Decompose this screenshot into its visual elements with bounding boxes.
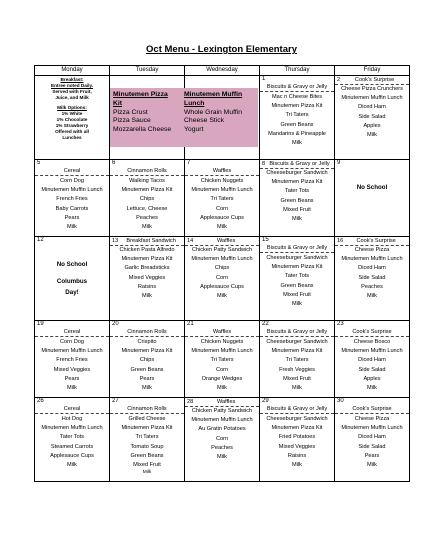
breakfast-item: Breakfast Sandwich <box>126 238 176 244</box>
day-number: 23 <box>337 321 344 327</box>
day-number: 13 <box>112 238 119 244</box>
menu-item: Minutemen Muffin Lunch <box>341 256 403 263</box>
day-cell-21 <box>185 321 260 398</box>
menu-item: Green Beans <box>130 452 164 459</box>
menu-item: Minutemen Pizza Kit <box>121 187 173 194</box>
menu-item: Peaches <box>211 444 233 451</box>
menu-item: Milk <box>292 216 302 223</box>
menu-item: Minutemen Muffin Lunch <box>41 348 103 355</box>
day-number: 28 <box>187 399 194 405</box>
menu-item: Milk <box>367 293 377 300</box>
breakfast-item: Biscuits & Gravy or Jelly <box>260 84 334 93</box>
menu-item: Chicken Nuggets <box>200 178 244 184</box>
menu-item: Minutemen Muffin Lunch <box>341 348 403 355</box>
menu-item: Fried Potatoes <box>278 434 316 441</box>
breakfast-item: Waffles <box>216 238 236 244</box>
muffin-lunch-item: Yogurt <box>184 126 204 134</box>
day-number: 2 <box>337 77 341 83</box>
menu-item: Tri Taters <box>135 434 159 441</box>
menu-item: Mixed Fruit <box>133 462 161 469</box>
menu-item: Mixed Fruit <box>283 375 311 382</box>
menu-item: Minutemen Muffin Lunch <box>191 187 253 194</box>
day-number: 16 <box>337 238 344 244</box>
menu-item: Baby Carrots <box>55 205 89 212</box>
menu-item: Milk <box>367 385 377 392</box>
note-breakfast: Breakfast: <box>60 77 84 82</box>
menu-item: Mixed Veggies <box>278 443 316 450</box>
menu-item: Minutemen Pizza Kit <box>271 264 323 271</box>
menu-item: Applesauce Cups <box>50 452 94 459</box>
muffin-lunch-special <box>184 91 256 135</box>
menu-item: Milk <box>217 293 227 300</box>
breakfast-item: Cereal <box>35 406 109 415</box>
day-cell-23 <box>335 321 410 398</box>
menu-item: Diced Ham <box>358 104 386 111</box>
menu-item: Cheeseburger Sandwich <box>266 170 328 176</box>
breakfast-item: Cinnamon Rolls <box>110 168 184 177</box>
note-line: Served with Fruit, <box>52 89 92 94</box>
menu-item: Milk <box>217 385 227 392</box>
day-cell-26 <box>35 398 110 482</box>
pizza-kit-title: Minutemen Pizza <box>113 91 168 98</box>
day-cell-8 <box>260 160 335 237</box>
menu-item: Tater Tots <box>284 188 310 195</box>
menu-item: Garlic Breadsticks <box>124 265 170 272</box>
menu-item: Diced Ham <box>358 265 386 272</box>
menu-item: Chicken Nuggets <box>200 339 244 345</box>
day-number: 12 <box>37 237 44 243</box>
menu-item: Raisins <box>287 452 307 459</box>
menu-item: Mixed Veggies <box>53 366 91 373</box>
day-cell-1 <box>260 76 335 160</box>
note-milk: 1% Chocolate <box>56 117 88 122</box>
menu-item: Milk <box>142 385 152 392</box>
menu-item: Minutemen Pizza Kit <box>271 348 323 355</box>
menu-item: Milk <box>367 462 377 469</box>
no-school-label: No School <box>56 260 88 268</box>
breakfast-note-cell <box>35 76 110 160</box>
menu-item: Minutemen Muffin Lunch <box>191 417 253 424</box>
day-number: 19 <box>37 321 44 327</box>
menu-item: Fresh Veggies <box>279 366 315 373</box>
day-number: 8 <box>262 161 266 167</box>
day-cell-16 <box>335 237 410 321</box>
day-number: 15 <box>262 237 269 243</box>
day-number: 6 <box>112 160 116 166</box>
breakfast-item: Biscuits & Gravy or Jelly <box>260 245 334 254</box>
day-cell-19 <box>35 321 110 398</box>
menu-item: Milk <box>67 224 77 231</box>
day-number: 30 <box>337 398 344 404</box>
menu-item: Minutemen Pizza Kit <box>271 425 323 432</box>
menu-item: Corn <box>215 435 229 442</box>
breakfast-item: Cereal <box>35 329 109 338</box>
menu-item: Tri Taters <box>285 112 309 119</box>
breakfast-item: Cinnamon Rolls <box>110 329 184 338</box>
day-cell-7 <box>185 160 260 237</box>
day-number: 22 <box>262 321 269 327</box>
day-number: 20 <box>112 321 119 327</box>
menu-item: Minutemen Pizza Kit <box>121 348 173 355</box>
breakfast-item: Cook's Surprise <box>335 329 409 338</box>
day-cell-28 <box>185 398 260 482</box>
menu-item: Tri Taters <box>285 357 309 364</box>
day-cell-29 <box>260 398 335 482</box>
day-number: 9 <box>337 160 341 166</box>
note-line: Juice, and Milk <box>55 95 89 100</box>
breakfast-item: Cinnamon Rolls <box>110 406 184 415</box>
day-cell-13 <box>110 237 185 321</box>
menu-item: Apples <box>363 122 381 129</box>
menu-item: Minutemen Muffin Lunch <box>341 425 403 432</box>
menu-item: Milk <box>67 462 77 469</box>
day-number: 1 <box>262 76 266 82</box>
day-number: 21 <box>187 321 194 327</box>
day-cell-14 <box>185 237 260 321</box>
day-cell-2 <box>335 76 410 160</box>
menu-item: Green Beans <box>130 366 164 373</box>
menu-item: Minutemen Pizza Kit <box>121 256 173 263</box>
menu-item: Corn <box>215 274 229 281</box>
day-header-friday: Friday <box>335 66 410 76</box>
pizza-kit-item: Pizza Sauce <box>113 117 151 125</box>
menu-item: Cheese Pizza Crunchers <box>341 86 403 92</box>
menu-item: Side Salad <box>358 113 386 120</box>
day-number: 7 <box>187 160 191 166</box>
menu-item: Minutemen Muffin Lunch <box>341 95 403 102</box>
menu-item: Chicken Pasta Alfredo <box>119 247 175 253</box>
menu-item: Milk <box>292 140 302 147</box>
menu-item: Tater Tots <box>284 273 310 280</box>
menu-item: Green Beans <box>280 282 314 289</box>
menu-item: Milk <box>217 454 227 461</box>
menu-item: Apples <box>363 375 381 382</box>
specials-box <box>110 88 258 147</box>
menu-item: Mixed Fruit <box>283 291 311 298</box>
menu-item: Cheese Pizza <box>354 247 390 253</box>
menu-item: Corn <box>215 366 229 373</box>
day-number: 14 <box>187 238 194 244</box>
note-milk-header: Milk Options: <box>57 105 87 110</box>
menu-item: Cheese Pizza <box>354 416 390 422</box>
menu-item: Minutemen Muffin Lunch <box>191 348 253 355</box>
note-line: Entree noted Daily. <box>50 83 94 88</box>
day-header-row <box>35 66 410 76</box>
menu-item: Minutemen Pizza Kit <box>121 425 173 432</box>
menu-item: Chips <box>139 357 155 364</box>
day-cell-5 <box>35 160 110 237</box>
menu-item: Milk <box>292 462 302 469</box>
pizza-kit-item: Pizza Crust <box>113 108 148 116</box>
menu-item: Tri Taters <box>210 196 234 203</box>
menu-item: Pears <box>64 375 80 382</box>
note-milk: 1% Strawberry <box>55 123 89 128</box>
day-number: 29 <box>262 398 269 404</box>
day-cell-27 <box>110 398 185 482</box>
note-milk: Lunches <box>62 135 82 140</box>
breakfast-item: Cook's Surprise <box>354 77 395 83</box>
menu-item: Green Beans <box>280 197 314 204</box>
menu-item: Hot Dog <box>61 416 83 422</box>
menu-item: Steamed Carrots <box>50 443 94 450</box>
day-number: 27 <box>112 398 119 404</box>
menu-item: Corn Dog <box>60 178 84 184</box>
menu-item: Minutemen Muffin Lunch <box>41 187 103 194</box>
breakfast-item: Biscuits & Gravy or Jelly <box>260 406 334 415</box>
day-header-thursday: Thursday <box>260 66 335 76</box>
week-row-2 <box>35 160 410 237</box>
day-cell-20 <box>110 321 185 398</box>
pizza-kit-title: Kit <box>113 99 123 107</box>
menu-item: Cheeseburger Sandwich <box>266 416 328 422</box>
day-cell-12 <box>35 237 110 321</box>
menu-item: Cheese Bosco <box>353 339 391 345</box>
menu-item: Minutemen Muffin Lunch <box>41 425 103 432</box>
day-header-monday: Monday <box>35 66 110 76</box>
breakfast-item: Cook's Surprise <box>335 406 409 415</box>
menu-item: Milk <box>292 385 302 392</box>
pizza-kit-special <box>113 91 185 135</box>
menu-item: Mixed Fruit <box>283 206 311 213</box>
menu-item: Tri Taters <box>210 357 234 364</box>
breakfast-item: Waffles <box>185 168 259 177</box>
menu-item: Diced Ham <box>358 357 386 364</box>
menu-item: Peaches <box>361 283 383 290</box>
menu-item: Peaches <box>136 214 158 221</box>
menu-item: Tomato Soup <box>130 443 164 450</box>
menu-item: Minutemen Muffin Lunch <box>191 256 253 263</box>
day-number: 26 <box>37 398 44 404</box>
breakfast-item: Cereal <box>35 168 109 177</box>
menu-item: Pears <box>364 452 380 459</box>
menu-item: Orange Wedges <box>201 375 243 382</box>
menu-item: Applesauce Cups <box>200 283 244 290</box>
menu-item: Mac n Cheese Bites <box>271 94 323 100</box>
menu-item: Side Salad <box>358 443 386 450</box>
breakfast-item: Biscuits & Gravy or Jelly <box>269 161 330 167</box>
menu-item: Milk <box>142 470 152 476</box>
day-cell-30 <box>335 398 410 482</box>
menu-item: Corn <box>215 205 229 212</box>
muffin-lunch-item: Cheese Stick <box>184 117 225 125</box>
muffin-lunch-title: Minutemen Muffin <box>184 91 243 98</box>
menu-item: Raisins <box>137 283 157 290</box>
menu-item: Mixed Veggies <box>128 274 166 281</box>
menu-item: Chips <box>139 196 155 203</box>
menu-item: Chips <box>214 265 230 272</box>
breakfast-item: Waffles <box>185 329 259 338</box>
menu-item: Milk <box>142 224 152 231</box>
menu-item: Milk <box>292 301 302 308</box>
menu-item: Minutemen Pizza Kit <box>271 103 323 110</box>
menu-item: Grilled Cheese <box>128 416 166 422</box>
menu-item: Tater Tots <box>59 434 85 441</box>
menu-item: Side Salad <box>358 366 386 373</box>
menu-item: Chicken Patty Sandwich <box>191 247 253 253</box>
menu-item: Milk <box>142 293 152 300</box>
pizza-kit-item: Mozzarella Cheese <box>113 126 172 134</box>
menu-item: Chicken Patty Sandwich <box>191 408 253 414</box>
note-milk: Offered with all <box>55 129 89 134</box>
menu-item: Cheeseburger Sandwich <box>266 255 328 261</box>
day-cell-9 <box>335 160 410 237</box>
menu-item: Pears <box>139 375 155 382</box>
menu-item: Walking Tacos <box>129 178 165 184</box>
menu-item: Au Gratin Potatoes <box>198 426 246 433</box>
breakfast-item: Cook's Surprise <box>356 238 396 244</box>
menu-item: Pears <box>64 214 80 221</box>
day-number: 5 <box>37 160 41 166</box>
menu-item: French Fries <box>56 196 88 203</box>
menu-item: Green Beans <box>280 121 314 128</box>
menu-item: Milk <box>367 132 377 139</box>
menu-item: Diced Ham <box>358 434 386 441</box>
menu-item: Cheeseburger Sandwich <box>266 339 328 345</box>
menu-item: Corn Dog <box>60 339 84 345</box>
menu-item: Applesauce Cups <box>200 214 244 221</box>
muffin-lunch-item: Whole Grain Muffin <box>184 108 243 116</box>
day-cell-22 <box>260 321 335 398</box>
menu-item: Milk <box>217 224 227 231</box>
breakfast-item: Biscuits & Gravy or Jelly <box>260 329 334 338</box>
menu-item: Mandarins & Pineapple <box>268 130 326 137</box>
day-cell-6 <box>110 160 185 237</box>
breakfast-item: Waffles <box>216 399 236 405</box>
week-row-5 <box>35 398 410 482</box>
menu-item: Milk <box>67 385 77 392</box>
note-milk: 1% White <box>61 111 83 116</box>
menu-item: Crispito <box>137 339 157 345</box>
holiday-label: Columbus <box>56 277 88 285</box>
day-cell-15 <box>260 237 335 321</box>
menu-item: Lettuce, Cheese <box>126 205 168 212</box>
holiday-label: Day! <box>65 288 79 296</box>
day-header-wednesday: Wednesday <box>185 66 260 76</box>
page-title: Oct Menu - Lexington Elementary <box>146 44 297 55</box>
menu-item: French Fries <box>56 357 88 364</box>
day-header-tuesday: Tuesday <box>110 66 185 76</box>
week-row-4 <box>35 321 410 398</box>
week-row-3 <box>35 237 410 321</box>
no-school-label: No School <box>356 183 388 191</box>
menu-item: Side Salad <box>358 274 386 281</box>
menu-item: Minutemen Pizza Kit <box>271 179 323 186</box>
muffin-lunch-title: Lunch <box>184 99 205 107</box>
